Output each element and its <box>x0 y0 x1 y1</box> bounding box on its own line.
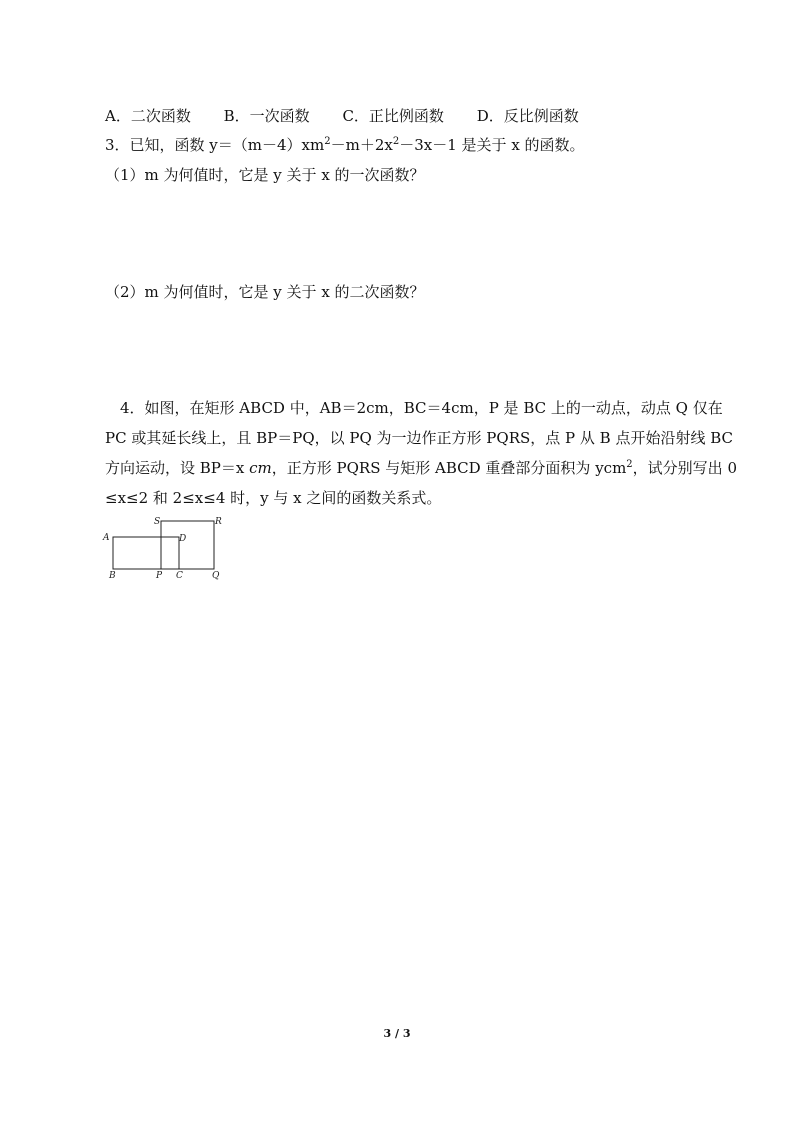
question-4-line-2: PC 或其延长线上，且 BP＝PQ，以 PQ 为一边作正方形 PQRS，点 P 从 B 点开始沿射线 BC <box>105 429 734 447</box>
choice-options <box>105 106 579 126</box>
q4-area-exponent: 2 <box>626 459 633 470</box>
q3-stem-part-3: －3x－1 是关于 x 的函数。 <box>399 136 585 154</box>
q4-line-3-part-a: 方向运动，设 BP＝x <box>105 459 250 477</box>
question-4-line-4: ≤x≤2 和 2≤x≤4 时，y 与 x 之间的函数关系式。 <box>105 489 442 507</box>
q3-stem-part-1: 3．已知，函数 y＝（m－4）xm <box>105 136 325 154</box>
label-a: A <box>103 533 110 543</box>
option-c: C．正比例函数 <box>342 107 444 125</box>
option-b: B．一次函数 <box>223 107 310 125</box>
label-d: D <box>179 534 187 544</box>
label-p: P <box>156 571 163 581</box>
q4-line-3-part-c: ，试分别写出 0 <box>632 459 737 477</box>
question-3-stem <box>105 135 585 155</box>
question-4-line-1: 4．如图，在矩形 ABCD 中，AB＝2cm，BC＝4cm，P 是 BC 上的一动点，动点 Q 仅在 <box>120 399 723 417</box>
q4-line-3-part-b: ，正方形 PQRS 与矩形 ABCD 重叠部分面积为 ycm <box>271 459 627 477</box>
question-3-part-2: （2）m 为何值时，它是 y 关于 x 的二次函数？ <box>105 283 425 301</box>
option-a: A．二次函数 <box>105 107 191 125</box>
question-4-line-3 <box>105 458 737 478</box>
label-c: C <box>176 571 183 581</box>
q3-exponent-1: 2 <box>324 136 331 147</box>
label-b: B <box>109 571 116 581</box>
question-3-part-1: （1）m 为何值时，它是 y 关于 x 的一次函数？ <box>105 166 425 184</box>
label-q: Q <box>212 571 220 581</box>
label-r: R <box>215 517 222 527</box>
page-number: 3 / 3 <box>383 1027 411 1040</box>
rectangle-abcd <box>113 537 179 569</box>
square-pqrs <box>161 521 214 569</box>
q4-unit-cm: cm <box>249 459 272 477</box>
rectangle-square-figure <box>100 512 230 584</box>
label-s: S <box>154 517 161 527</box>
q3-exponent-2: 2 <box>392 136 400 147</box>
q3-stem-part-2: －m＋2x <box>330 136 393 154</box>
option-d: D．反比例函数 <box>476 107 579 125</box>
